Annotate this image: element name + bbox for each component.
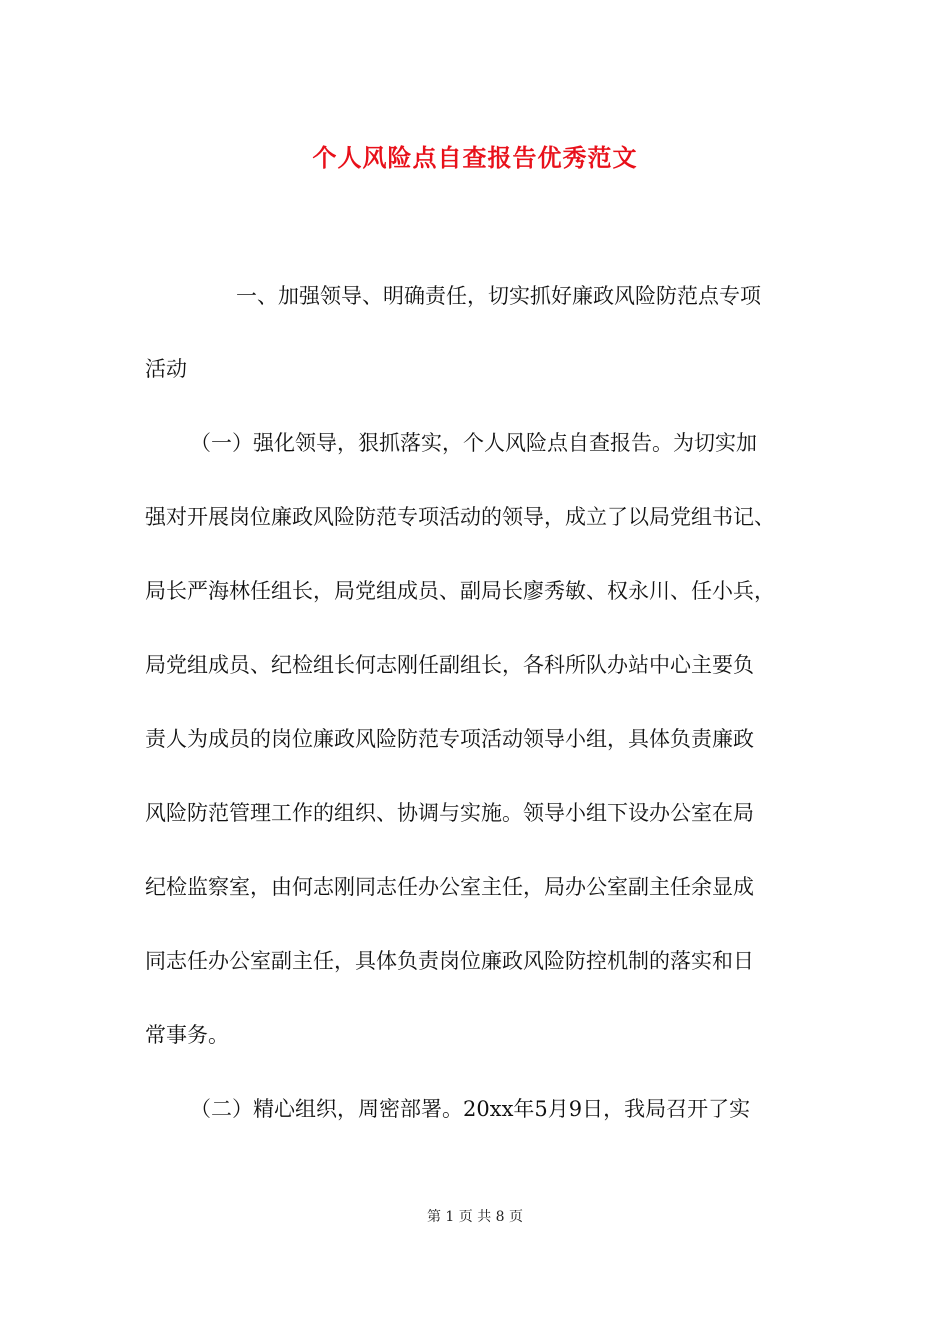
body-line-3: （一）强化领导，狠抓落实，个人风险点自查报告。为切实加 — [190, 431, 757, 455]
body-line-5: 局长严海林任组长，局党组成员、副局长廖秀敏、权永川、任小兵， — [145, 579, 775, 603]
body-line-11: 常事务。 — [145, 1023, 229, 1047]
body-line-4: 强对开展岗位廉政风险防范专项活动的领导，成立了以局党组书记、 — [145, 505, 775, 529]
body-line-1: 一、加强领导、明确责任，切实抓好廉政风险防范点专项 — [236, 284, 761, 308]
body-line-2: 活动 — [145, 357, 187, 381]
body-line-6: 局党组成员、纪检组长何志刚任副组长，各科所队办站中心主要负 — [145, 653, 754, 677]
page-number-footer: 第 1 页 共 8 页 — [426, 1209, 524, 1225]
body-line-9: 纪检监察室，由何志刚同志任办公室主任，局办公室副主任余显成 — [145, 875, 754, 899]
document-title: 个人风险点自查报告优秀范文 — [312, 143, 638, 172]
body-line-8: 风险防范管理工作的组织、协调与实施。领导小组下设办公室在局 — [145, 801, 754, 825]
body-line-10: 同志任办公室副主任，具体负责岗位廉政风险防控机制的落实和日 — [145, 949, 754, 973]
body-line-7: 责人为成员的岗位廉政风险防范专项活动领导小组，具体负责廉政 — [145, 727, 754, 751]
body-line-12: （二）精心组织，周密部署。20xx年5月9日，我局召开了实 — [190, 1097, 751, 1121]
